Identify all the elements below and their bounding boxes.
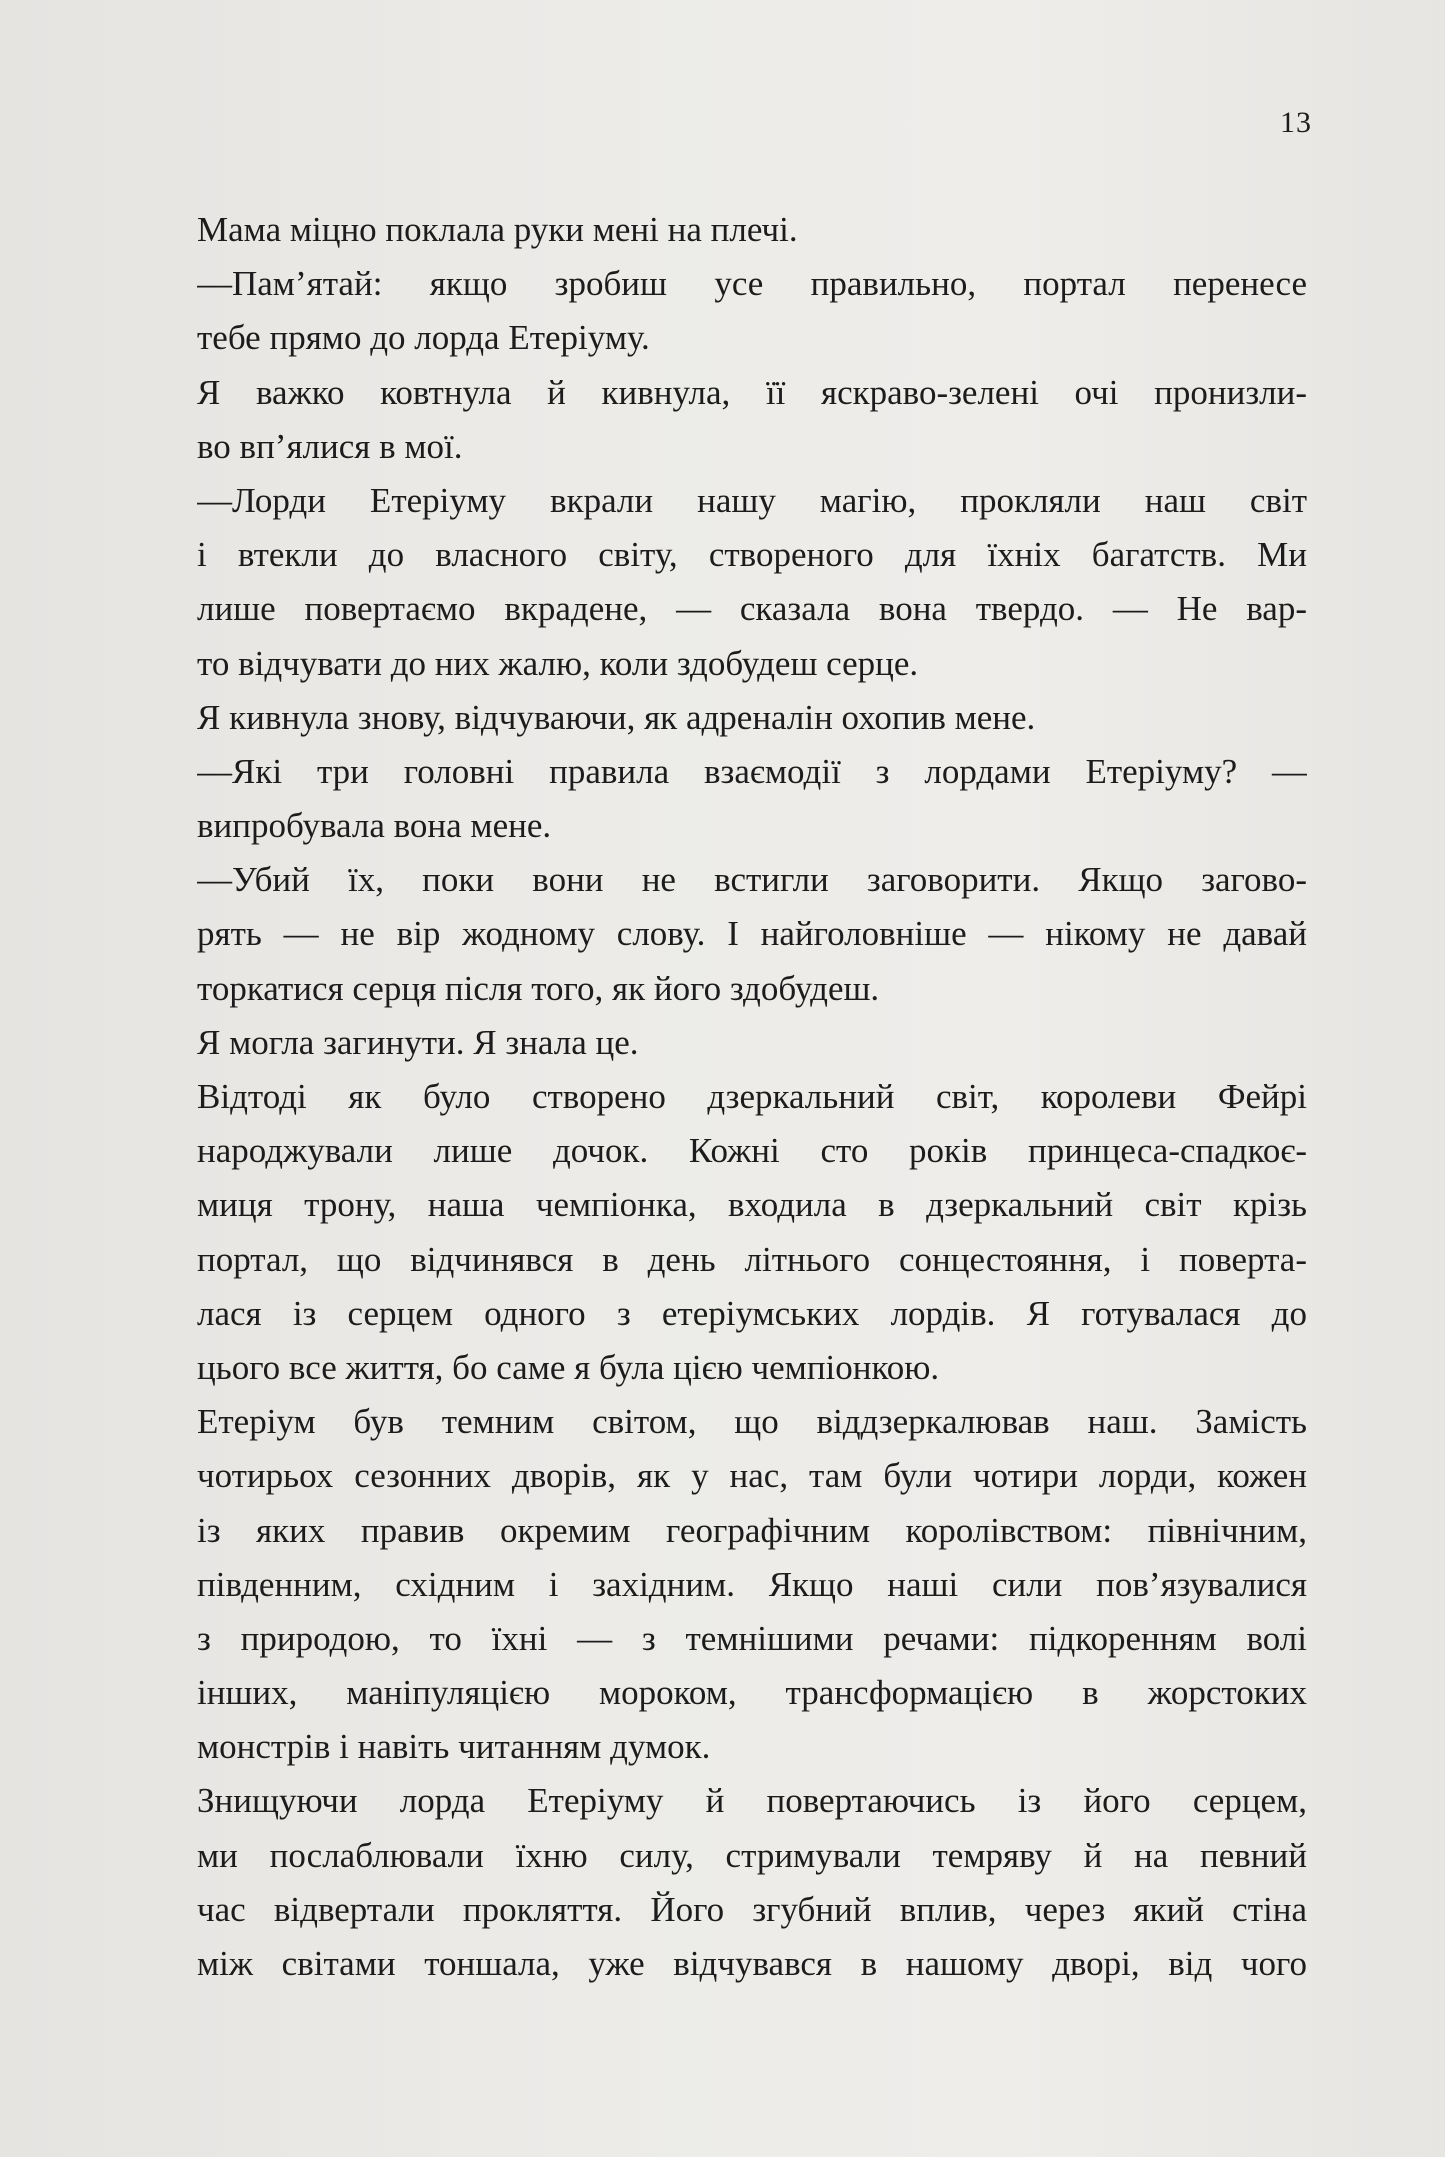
text-line: то відчувати до них жалю, коли здобудеш серце.: [197, 643, 919, 683]
text-line: —Пам’ятай: якщо зробиш усе правильно, портал перенесе: [197, 264, 1307, 304]
text-line: портал, що відчинявся в день літнього сонцестояння, і поверта-: [197, 1239, 1307, 1279]
text-line: Мама міцно поклала руки мені на плечі.: [197, 210, 798, 249]
text-line: Знищуючи лорда Етеріуму й повертаючись із його серцем,: [197, 1781, 1307, 1821]
text-line: тебе прямо до лорда Етеріуму.: [197, 318, 650, 358]
text-line: торкатися серця після того, як його здобудеш.: [197, 968, 880, 1008]
text-line: цього все життя, бо саме я була цією чемпіонкою.: [197, 1347, 940, 1387]
text-line: південним, східним і західним. Якщо наші сили пов’язувалися: [197, 1564, 1307, 1604]
text-line: Етеріум був темним світом, що віддзеркалював наш. Замість: [197, 1402, 1307, 1442]
page-number: 13: [1280, 106, 1312, 139]
text-line: во вп’ялися в мої.: [197, 426, 463, 466]
text-line: Я могла загинути. Я знала це.: [197, 1022, 639, 1062]
text-line: і втекли до власного світу, створеного для їхніх багатств. Ми: [197, 535, 1307, 575]
text-line: Я кивнула знову, відчуваючи, як адреналін охопив мене.: [197, 697, 1036, 737]
text-line: Я важко ковтнула й кивнула, її яскраво-зелені очі пронизли-: [197, 372, 1307, 412]
text-line: —Убий їх, поки вони не встигли заговорити. Якщо загово-: [197, 860, 1307, 900]
text-line: лася із серцем одного з етеріумських лордів. Я готувалася до: [197, 1293, 1307, 1333]
body-text: [197, 203, 1307, 1991]
text-line: між світами тоншала, уже відчувався в нашому дворі, від чого: [197, 1944, 1307, 1983]
text-line: монстрів і навіть читанням думок.: [197, 1727, 711, 1767]
text-line: —Які три головні правила взаємодії з лордами Етеріуму? —: [197, 751, 1307, 791]
text-line: —Лорди Етеріуму вкрали нашу магію, прокляли наш світ: [197, 480, 1307, 520]
text-line: ми послаблювали їхню силу, стримували темряву й на певний: [197, 1835, 1307, 1875]
text-line: з природою, то їхні — з темнішими речами: підкоренням волі: [197, 1618, 1307, 1658]
text-line: рять — не вір жодному слову. І найголовніше — нікому не давай: [197, 914, 1307, 954]
text-line: із яких правив окремим географічним королівством: північним,: [197, 1510, 1307, 1550]
text-line: інших, маніпуляцією мороком, трансформацією в жорстоких: [197, 1673, 1307, 1713]
text-line: чотирьох сезонних дворів, як у нас, там були чотири лорди, кожен: [197, 1456, 1307, 1496]
text-line: випробувала вона мене.: [197, 806, 552, 846]
text-line: лише повертаємо вкрадене, — сказала вона твердо. — Не вар-: [197, 589, 1307, 629]
text-line: народжували лише дочок. Кожні сто років принцеса-спадкоє-: [197, 1131, 1307, 1171]
text-line: миця трону, наша чемпіонка, входила в дзеркальний світ крізь: [197, 1185, 1307, 1225]
text-line: Відтоді як було створено дзеркальний світ, королеви Фейрі: [197, 1077, 1307, 1116]
text-line: час відвертали прокляття. Його згубний вплив, через який стіна: [197, 1889, 1307, 1929]
